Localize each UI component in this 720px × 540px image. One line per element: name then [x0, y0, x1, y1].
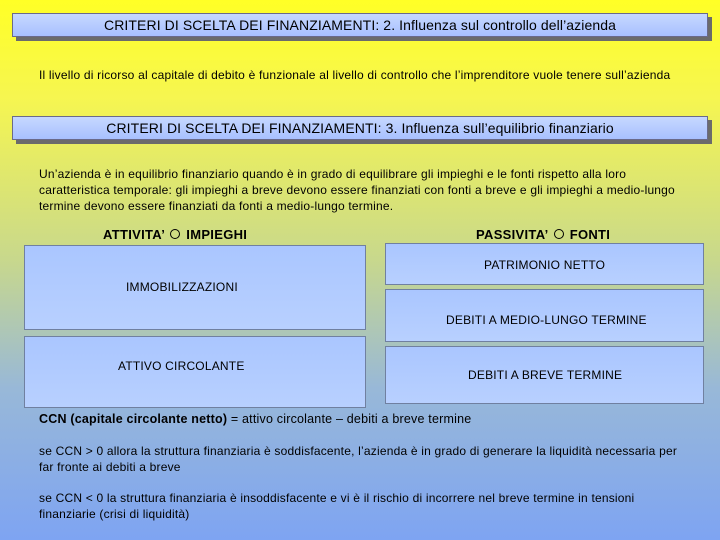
box-label: PATRIMONIO NETTO: [484, 258, 606, 272]
ccn-definition-term: CCN (capitale circolante netto): [39, 412, 228, 426]
box-attivo-circolante: [24, 336, 366, 408]
ccn-definition-formula: = attivo circolante – debiti a breve termine: [227, 412, 472, 426]
box-immobilizzazioni: [24, 245, 366, 330]
circle-icon: [554, 229, 564, 239]
box-label: DEBITI A BREVE TERMINE: [468, 368, 623, 382]
assets-heading: [103, 227, 247, 242]
box-label: ATTIVO CIRCOLANTE: [118, 359, 245, 373]
assets-heading-sub: IMPIEGHI: [186, 227, 248, 242]
assets-heading-label: ATTIVITA’: [103, 227, 165, 242]
liabilities-heading-sub: FONTI: [569, 227, 611, 242]
section-title-controllo: CRITERI DI SCELTA DEI FINANZIAMENTI: 2. Influenza sul controllo dell’azienda: [12, 13, 708, 37]
ccn-negative-case: se CCN < 0 la struttura finanziaria è insoddisfacente e vi è il rischio di incorrere nel breve termine in tensioni finanziarie (crisi di liquidità): [39, 491, 635, 521]
section-title-equilibrio: CRITERI DI SCELTA DEI FINANZIAMENTI: 3. Influenza sull’equilibrio finanziario: [12, 116, 708, 140]
liabilities-heading: [476, 227, 610, 242]
box-patrimonio-netto: [385, 243, 704, 285]
ccn-positive-case: se CCN > 0 allora la struttura finanziaria è soddisfacente, l’azienda è in grado di generare la liquidità necessaria per far fronte ai debiti a breve: [39, 444, 678, 474]
box-label: DEBITI A MEDIO-LUNGO TERMINE: [446, 313, 647, 327]
circle-icon: [170, 229, 180, 239]
paragraph-equilibrio: Un’azienda è in equilibrio finanziario quando è in grado di equilibrare gli impieghi e le fonti rispetto alla loro caratteristica temporale: gli impieghi a breve devono essere finanziati con fonti a breve e gli impieghi a medio-lungo termine devono essere finanziati da fonti a medio-lungo termine.: [39, 167, 675, 213]
ccn-definition: [39, 411, 689, 427]
liabilities-heading-label: PASSIVITA’: [476, 227, 548, 242]
box-label: IMMOBILIZZAZIONI: [126, 280, 238, 294]
box-debiti-medio-lungo: [385, 289, 704, 342]
box-debiti-breve: [385, 346, 704, 404]
paragraph-controllo: Il livello di ricorso al capitale di debito è funzionale al livello di controllo che l’imprenditore vuole tenere sull’azienda: [39, 68, 671, 82]
